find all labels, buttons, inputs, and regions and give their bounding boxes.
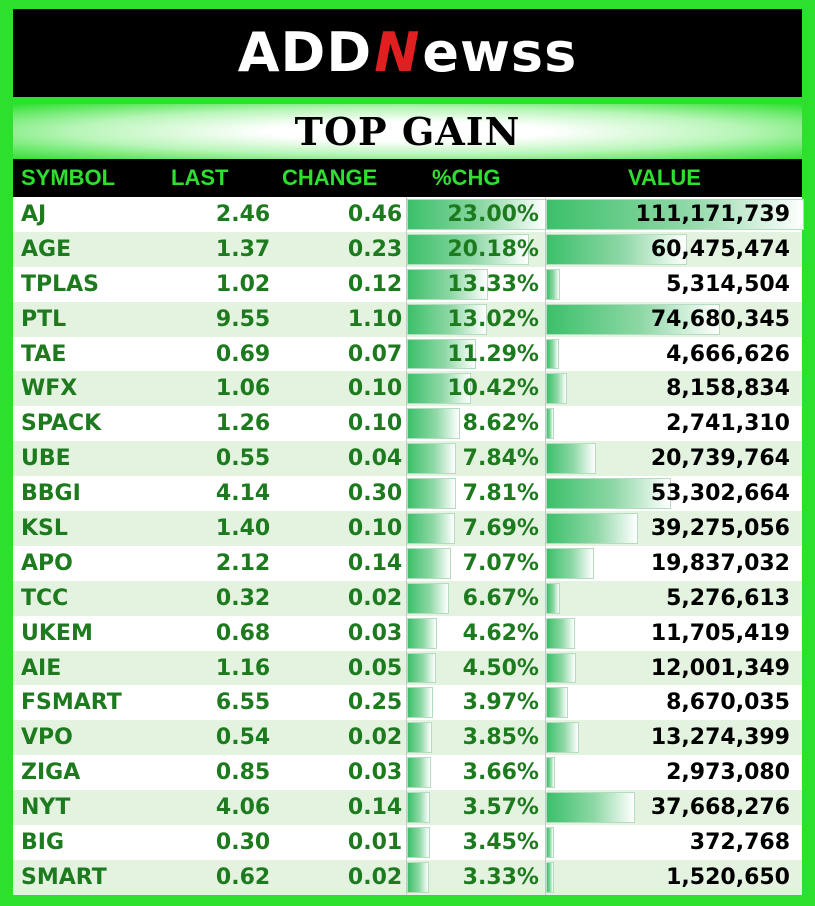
value-text: 13,274,399 bbox=[650, 725, 790, 751]
cell-value bbox=[545, 860, 802, 895]
cell-change: 0.07 bbox=[347, 341, 403, 367]
cell-change: 0.03 bbox=[347, 620, 403, 646]
cell-symbol: FSMART bbox=[21, 690, 122, 716]
cell-value bbox=[545, 685, 802, 720]
table-row bbox=[13, 476, 802, 511]
cell-value bbox=[545, 371, 802, 406]
table-row bbox=[13, 755, 802, 790]
cell-symbol: ZIGA bbox=[21, 760, 81, 786]
cell-last: 4.14 bbox=[215, 481, 271, 507]
cell-change: 0.02 bbox=[347, 864, 403, 890]
cell-pct-change bbox=[406, 616, 545, 651]
table-row bbox=[13, 651, 802, 686]
cell-last: 0.55 bbox=[215, 446, 271, 472]
table-row bbox=[13, 232, 802, 267]
cell-symbol: AIE bbox=[21, 655, 62, 681]
cell-pct-change bbox=[406, 476, 545, 511]
pct-change-bar bbox=[407, 443, 456, 474]
cell-change: 0.14 bbox=[347, 550, 403, 576]
value-text: 372,768 bbox=[689, 829, 790, 855]
header-symbol: SYMBOL bbox=[21, 165, 116, 190]
cell-value bbox=[545, 720, 802, 755]
cell-last: 1.37 bbox=[215, 236, 271, 262]
cell-symbol: APO bbox=[21, 550, 73, 576]
table-row bbox=[13, 302, 802, 337]
pct-change-bar bbox=[407, 548, 451, 579]
pct-change-bar bbox=[407, 653, 436, 684]
value-text: 1,520,650 bbox=[666, 864, 790, 890]
logo-text-ewss: ewss bbox=[422, 21, 578, 84]
cell-last: 2.12 bbox=[215, 550, 271, 576]
cell-value bbox=[545, 232, 802, 267]
value-text: 53,302,664 bbox=[650, 481, 790, 507]
cell-value bbox=[545, 406, 802, 441]
value-bar bbox=[546, 443, 596, 474]
cell-symbol: SPACK bbox=[21, 411, 102, 437]
value-bar bbox=[546, 618, 575, 649]
table-row bbox=[13, 267, 802, 302]
pct-change-text: 4.50% bbox=[462, 655, 539, 681]
cell-pct-change bbox=[406, 790, 545, 825]
cell-symbol: SMART bbox=[21, 864, 107, 890]
cell-pct-change bbox=[406, 546, 545, 581]
pct-change-bar bbox=[407, 408, 460, 439]
pct-change-text: 6.67% bbox=[462, 585, 539, 611]
cell-value bbox=[545, 337, 802, 372]
cell-value bbox=[545, 616, 802, 651]
cell-change: 0.46 bbox=[347, 201, 403, 227]
cell-last: 0.30 bbox=[215, 829, 271, 855]
table-row bbox=[13, 406, 802, 441]
pct-change-text: 7.81% bbox=[462, 481, 539, 507]
pct-change-text: 7.84% bbox=[462, 446, 539, 472]
cell-symbol: UKEM bbox=[21, 620, 93, 646]
value-bar bbox=[546, 722, 579, 753]
value-bar bbox=[546, 792, 635, 823]
table-row bbox=[13, 860, 802, 895]
cell-pct-change bbox=[406, 406, 545, 441]
cell-symbol: AGE bbox=[21, 236, 72, 262]
cell-last: 1.40 bbox=[215, 515, 271, 541]
cell-value bbox=[545, 581, 802, 616]
cell-value bbox=[545, 546, 802, 581]
pct-change-text: 8.62% bbox=[462, 411, 539, 437]
value-bar bbox=[546, 687, 568, 718]
cell-last: 1.06 bbox=[215, 376, 271, 402]
table-row bbox=[13, 337, 802, 372]
cell-symbol: TAE bbox=[21, 341, 67, 367]
pct-change-text: 3.45% bbox=[462, 829, 539, 855]
value-text: 8,670,035 bbox=[666, 690, 790, 716]
header-value: VALUE bbox=[628, 165, 701, 190]
value-text: 5,314,504 bbox=[666, 271, 790, 297]
cell-symbol: VPO bbox=[21, 725, 73, 751]
cell-change: 0.25 bbox=[347, 690, 403, 716]
value-bar bbox=[546, 862, 554, 893]
cell-value bbox=[545, 790, 802, 825]
pct-change-bar bbox=[407, 862, 429, 893]
pct-change-text: 3.33% bbox=[462, 864, 539, 890]
brand-logo bbox=[237, 21, 578, 84]
pct-change-bar bbox=[407, 513, 455, 544]
table-row bbox=[13, 720, 802, 755]
cell-pct-change bbox=[406, 685, 545, 720]
value-bar bbox=[546, 269, 560, 300]
cell-last: 1.02 bbox=[215, 271, 271, 297]
cell-change: 0.05 bbox=[347, 655, 403, 681]
value-text: 12,001,349 bbox=[650, 655, 790, 681]
pct-change-bar bbox=[407, 827, 430, 858]
value-text: 11,705,419 bbox=[650, 620, 790, 646]
cell-pct-change bbox=[406, 302, 545, 337]
cell-symbol: KSL bbox=[21, 515, 68, 541]
cell-pct-change bbox=[406, 232, 545, 267]
cell-value bbox=[545, 476, 802, 511]
logo-text-n: N bbox=[374, 21, 421, 84]
header-last: LAST bbox=[171, 165, 229, 190]
cell-change: 0.04 bbox=[347, 446, 403, 472]
cell-last: 0.32 bbox=[215, 585, 271, 611]
cell-change: 0.14 bbox=[347, 795, 403, 821]
cell-value bbox=[545, 302, 802, 337]
value-text: 74,680,345 bbox=[650, 306, 790, 332]
cell-change: 0.02 bbox=[347, 725, 403, 751]
cell-value bbox=[545, 651, 802, 686]
value-text: 37,668,276 bbox=[650, 795, 790, 821]
cell-last: 9.55 bbox=[215, 306, 271, 332]
cell-pct-change bbox=[406, 755, 545, 790]
value-bar bbox=[546, 653, 576, 684]
cell-symbol: WFX bbox=[21, 376, 78, 402]
cell-pct-change bbox=[406, 651, 545, 686]
pct-change-bar bbox=[407, 687, 433, 718]
cell-change: 0.10 bbox=[347, 515, 403, 541]
value-text: 8,158,834 bbox=[666, 376, 790, 402]
value-bar bbox=[546, 583, 560, 614]
top-gain-table bbox=[13, 159, 802, 895]
pct-change-text: 3.85% bbox=[462, 725, 539, 751]
cell-symbol: UBE bbox=[21, 446, 71, 472]
table-row bbox=[13, 546, 802, 581]
cell-pct-change bbox=[406, 371, 545, 406]
table-row bbox=[13, 825, 802, 860]
cell-last: 1.16 bbox=[215, 655, 271, 681]
value-bar bbox=[546, 827, 554, 858]
page-title: TOP GAIN bbox=[294, 109, 521, 154]
value-bar bbox=[546, 548, 594, 579]
value-text: 2,973,080 bbox=[666, 760, 790, 786]
cell-symbol: PTL bbox=[21, 306, 67, 332]
cell-value bbox=[545, 267, 802, 302]
cell-symbol: TPLAS bbox=[21, 271, 100, 297]
table-body bbox=[13, 197, 802, 895]
pct-change-text: 7.69% bbox=[462, 515, 539, 541]
pct-change-bar bbox=[407, 722, 432, 753]
value-text: 19,837,032 bbox=[650, 550, 790, 576]
logo-text-add: ADD bbox=[237, 21, 373, 84]
table-row bbox=[13, 616, 802, 651]
cell-symbol: AJ bbox=[21, 201, 47, 227]
table-row bbox=[13, 581, 802, 616]
value-text: 4,666,626 bbox=[666, 341, 790, 367]
value-text: 39,275,056 bbox=[650, 515, 790, 541]
pct-change-text: 3.66% bbox=[462, 760, 539, 786]
value-bar bbox=[546, 373, 567, 404]
header-pct-change: %CHG bbox=[432, 165, 501, 190]
value-text: 60,475,474 bbox=[650, 236, 790, 262]
cell-change: 0.12 bbox=[347, 271, 403, 297]
cell-symbol: BIG bbox=[21, 829, 65, 855]
logo-banner bbox=[13, 9, 802, 97]
pct-change-text: 20.18% bbox=[447, 236, 539, 262]
cell-last: 0.69 bbox=[215, 341, 271, 367]
cell-last: 2.46 bbox=[215, 201, 271, 227]
cell-symbol: NYT bbox=[21, 795, 71, 821]
cell-symbol: BBGI bbox=[21, 481, 81, 507]
cell-value bbox=[545, 825, 802, 860]
cell-pct-change bbox=[406, 860, 545, 895]
cell-pct-change bbox=[406, 511, 545, 546]
pct-change-bar bbox=[407, 757, 431, 788]
pct-change-text: 3.57% bbox=[462, 795, 539, 821]
value-text: 2,741,310 bbox=[666, 411, 790, 437]
value-text: 5,276,613 bbox=[666, 585, 790, 611]
cell-change: 0.30 bbox=[347, 481, 403, 507]
table-row bbox=[13, 685, 802, 720]
cell-last: 0.54 bbox=[215, 725, 271, 751]
pct-change-text: 3.97% bbox=[462, 690, 539, 716]
pct-change-text: 23.00% bbox=[447, 201, 539, 227]
pct-change-text: 4.62% bbox=[462, 620, 539, 646]
table-row bbox=[13, 197, 802, 232]
cell-symbol: TCC bbox=[21, 585, 69, 611]
cell-change: 0.23 bbox=[347, 236, 403, 262]
cell-last: 1.26 bbox=[215, 411, 271, 437]
cell-pct-change bbox=[406, 267, 545, 302]
cell-value bbox=[545, 197, 802, 232]
pct-change-bar bbox=[407, 478, 456, 509]
cell-pct-change bbox=[406, 581, 545, 616]
pct-change-text: 13.02% bbox=[447, 306, 539, 332]
value-bar bbox=[546, 513, 638, 544]
cell-pct-change bbox=[406, 441, 545, 476]
value-bar bbox=[546, 757, 555, 788]
cell-change: 0.01 bbox=[347, 829, 403, 855]
cell-change: 0.10 bbox=[347, 411, 403, 437]
cell-value bbox=[545, 441, 802, 476]
cell-change: 0.03 bbox=[347, 760, 403, 786]
value-bar bbox=[546, 408, 554, 439]
table-row bbox=[13, 371, 802, 406]
title-band bbox=[13, 104, 802, 159]
cell-change: 1.10 bbox=[347, 306, 403, 332]
pct-change-text: 11.29% bbox=[447, 341, 539, 367]
table-row bbox=[13, 441, 802, 476]
cell-value bbox=[545, 511, 802, 546]
pct-change-text: 10.42% bbox=[447, 376, 539, 402]
value-bar bbox=[546, 339, 559, 370]
header-change: CHANGE bbox=[282, 165, 378, 190]
cell-pct-change bbox=[406, 825, 545, 860]
cell-change: 0.10 bbox=[347, 376, 403, 402]
cell-last: 0.68 bbox=[215, 620, 271, 646]
cell-change: 0.02 bbox=[347, 585, 403, 611]
cell-pct-change bbox=[406, 720, 545, 755]
table-row bbox=[13, 511, 802, 546]
cell-last: 4.06 bbox=[215, 795, 271, 821]
pct-change-bar bbox=[407, 618, 437, 649]
cell-pct-change bbox=[406, 197, 545, 232]
cell-value bbox=[545, 755, 802, 790]
value-text: 20,739,764 bbox=[650, 446, 790, 472]
cell-last: 6.55 bbox=[215, 690, 271, 716]
table-header bbox=[13, 159, 802, 197]
cell-last: 0.85 bbox=[215, 760, 271, 786]
pct-change-text: 7.07% bbox=[462, 550, 539, 576]
cell-last: 0.62 bbox=[215, 864, 271, 890]
pct-change-bar bbox=[407, 583, 449, 614]
pct-change-text: 13.33% bbox=[447, 271, 539, 297]
table-row bbox=[13, 790, 802, 825]
value-text: 111,171,739 bbox=[635, 201, 790, 227]
pct-change-bar bbox=[407, 792, 430, 823]
cell-pct-change bbox=[406, 337, 545, 372]
